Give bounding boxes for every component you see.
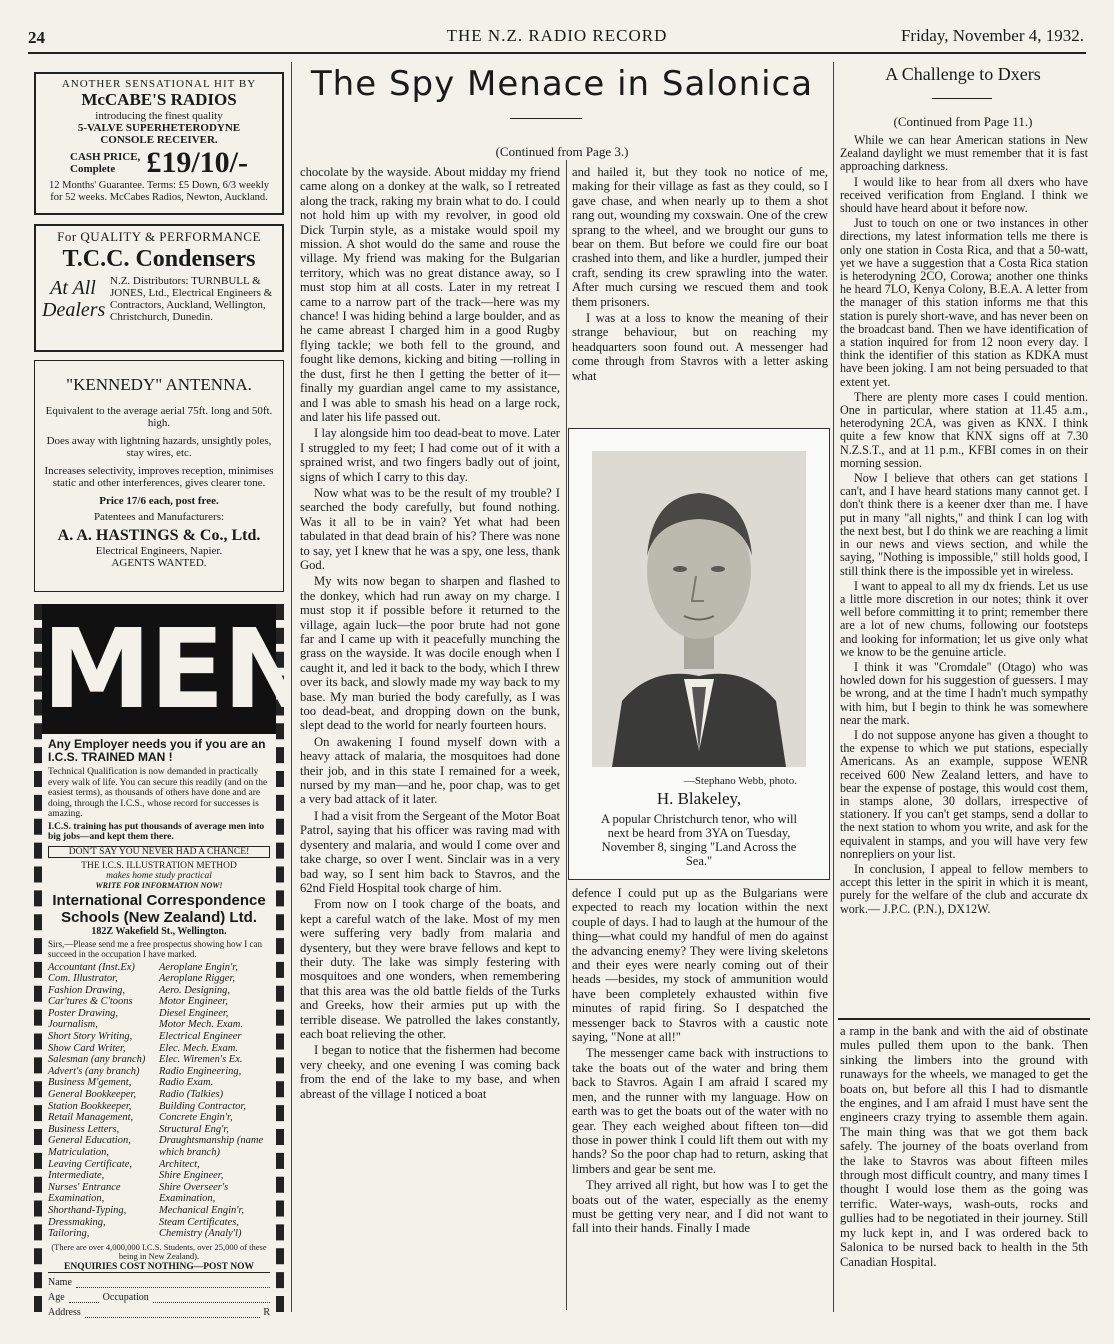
mccabe-complete: Complete xyxy=(70,163,116,175)
paragraph: The messenger came back with instructions to take the boats out of the water and bring them back to Stavros. Again I am afraid I scared my men, and the runner with my language. How on earth was to get the boats out of the water with no gear. They each weighed about fifteen ton—did those in power think I could lift them out with my hands? So the poor chap had to return, asking that limbers and gear be sent me. xyxy=(572,1046,828,1176)
course-option[interactable]: Aeroplane Engin'r, xyxy=(159,961,238,973)
course-option[interactable]: Draughtsmanship (name which branch) xyxy=(159,1135,264,1158)
ics-ad xyxy=(34,604,313,1318)
course-option[interactable]: Dressmaking, xyxy=(48,1216,106,1228)
ics-write: WRITE FOR INFORMATION NOW! xyxy=(95,880,223,890)
photo-caption: A popular Christchurch tenor, who will next be heard from 3YA on Tuesday, November 8, singing "Land Across the Sea." xyxy=(601,812,797,868)
kennedy-agents: AGENTS WANTED. xyxy=(111,557,207,569)
paragraph: I had a visit from the Sergeant of the Motor Boat Patrol, saying that his officer was raving mad with dysentery and malaria, and would I come over and take charge, so over I went. Sinclair was in a very bad way, so I sent him back to Stavros, and the 62nd Field Hospital took charge of him. xyxy=(300,808,560,895)
portrait-photo xyxy=(592,451,806,767)
paragraph: I lay alongside him too dead-beat to move. Later I struggled to my feet; I had come out of it with a sprained wrist, and two fingers badly out of joint, signs of which I carry to this day. xyxy=(300,426,560,484)
paragraph: and hailed it, but they took no notice of me, making for their village as fast as they could, so I gave chase, and when nearly up to them a shot rang out, wounding my coxswain. One of the crew sprang to the wheel, and we brought our guns to bear on them. But before we could fire our boat crashed into them, and like a hurdler, jumped their craft, sending its crew sprawling into the water. After much cursing we rescued them and took them prisoners. xyxy=(572,165,828,309)
course-option[interactable]: Motor Mech. Exam. xyxy=(159,1019,243,1031)
paragraph: I want to appeal to all my dx friends. Let us use a little more discretion in our notes; think it over well before committing it to print; remember there are a lot of new chums, following our footsteps and looking for information; let us give only what we know to be the genuine article. xyxy=(840,578,1088,659)
paragraph: I would like to hear from all dxers who have received verification from England. I think we should have heard about it before now. xyxy=(840,174,1088,216)
paragraph: My wits now began to sharpen and flashed to the donkey, which had run away on my charge. I must stop it if possible before it returned to the village, again luck—the poor brute had not gone far and I came up with it peacefully munching the grass on the wayside. It was docile enough when I caught it, and led it back to the body, which I threw over its back, and slowly made my way back to my base. My man buried the body carefully, as I was too dead-beat, and dropping down on the bunk, slept dead to the world for nearly fourteen hours. xyxy=(300,574,560,733)
paragraph: Now I believe that others can get stations I can't, and I have heard stations many cannot get. I don't think there is a keener dxer than me. I have put in many "all nights," and think I can log with the next best, but I do think we are reaching a limit in our news and views section, and while the saying, "Nothing is impossible," still holds good, I still think there is the impossible yet in wireless. xyxy=(840,471,1088,578)
column-rule-2 xyxy=(566,160,567,1310)
mccabe-line3: CONSOLE RECEIVER. xyxy=(100,134,218,146)
course-option[interactable]: Aeroplane Rigger, xyxy=(159,973,236,985)
column-rule-3 xyxy=(833,62,834,1312)
tcc-dealers: Dealers xyxy=(42,299,106,321)
course-option[interactable]: Shire Overseer's Examination, xyxy=(159,1181,229,1205)
course-option[interactable]: Shire Engineer, xyxy=(159,1170,224,1182)
ics-address: 182Z Wakefield St., Wellington. xyxy=(91,925,227,937)
kennedy-ad xyxy=(34,360,284,592)
article-continued: (Continued from Page 3.) xyxy=(495,144,629,159)
paragraph: There are plenty more cases I could mention. One in particular, where station at 11.45 a.m., heterodyning 2CA, was given as KNX. I think quite a few know that KNX signs off at 7.30 N.Z.S.T., and at 11 p.m., KFBI comes in on their morning session. xyxy=(840,389,1088,470)
course-option[interactable]: Elec. Mech. Exam. xyxy=(159,1042,239,1054)
mccabe-line2: 5-VALVE SUPERHETERODYNE xyxy=(77,122,241,134)
photo-box xyxy=(568,428,830,880)
ics-course-list xyxy=(48,962,270,1240)
dx-column xyxy=(840,134,1088,1014)
ics-courses-right xyxy=(159,962,270,1240)
ics-enquiries: ENQUIRIES COST NOTHING—POST NOW xyxy=(48,1262,270,1273)
portrait-icon xyxy=(592,451,806,767)
kennedy-p3: Increases selectivity, improves reception, minimises static and other interferences, gives clearer tone. xyxy=(44,465,274,489)
paragraph: Just to touch on one or two instances in other directions, my latest information tells me there is only one station in Costa Rica, and that a 50-watt, yet we have a suggestion that a Costa Rica station is heterodyning 2CO, Corowa; another one thinks he heard 7LO, Kenya Colony, B.E.A. A letter from the manager of this station informs me that this station is purely short-wave, and has never been on the broadcast band. Then we have identification of a station inquired for from 12 noon every day. I think the identifier of this station as KDKA must have been joking. I am not being persuaded to that extent yet. xyxy=(840,216,1088,389)
dx-title: A Challenge to Dxers xyxy=(885,64,1041,84)
ics-r-mark: R xyxy=(263,1306,270,1318)
ics-address-label: Address xyxy=(48,1306,81,1318)
course-option[interactable]: Radio Exam. xyxy=(159,1077,214,1089)
course-option[interactable]: Intermediate, xyxy=(48,1170,105,1182)
tcc-distributors: N.Z. Distributors: TURNBULL & JONES, Ltd., Electrical Engineers & Contractors, Auckland, Wellington, Christchurch, Dunedin. xyxy=(110,275,273,323)
course-option[interactable]: Advert's (any branch) xyxy=(48,1065,140,1077)
course-option[interactable]: Motor Engineer, xyxy=(159,996,228,1008)
article-title: The Spy Menace in Salonica xyxy=(310,64,814,104)
paragraph: defence I could put up as the Bulgarians were expected to reach my location within the next couple of days. I had to laugh at the humour of the thing—what could my handful of men do against the advancing enemy? They were living skeletons and their eyes were nearly coming out of their heads —besides, my stock of ammunition would have been completely exhausted within five minutes of rapid firing. So I despatched the messenger back to Stavros with a caustic note saying, "None at all!" xyxy=(572,886,828,1045)
ics-school: International Correspondence Schools (New Zealand) Ltd. xyxy=(52,891,266,926)
course-option[interactable]: Chemistry (Analy'l) xyxy=(159,1228,242,1240)
paragraph: On awakening I found myself down with a heavy attack of malaria, the mosquitoes had done their job, and in this state I remained for a week, nursed by my man—and he, poor chap, was to get a very bad attack of it later. xyxy=(300,734,560,807)
ics-tagline: DON'T SAY YOU NEVER HAD A CHANCE! xyxy=(48,846,270,858)
ics-headline: Any Employer needs you if you are an I.C.S. TRAINED MAN ! xyxy=(48,737,266,764)
course-option[interactable]: Radio Engineering, xyxy=(159,1065,242,1077)
mccabe-line1: introducing the finest quality xyxy=(95,110,223,122)
ics-address-field[interactable] xyxy=(48,1307,270,1318)
ics-request: Sirs,—Please send me a free prospectus showing how I can succeed in the occupation I have marked. xyxy=(48,938,262,959)
mccabe-lead: ANOTHER SENSATIONAL HIT BY xyxy=(61,78,257,90)
paragraph: I think it was "Cromdale" (Otago) who was howled down for his suggestion of guessers. I may be wrong, and at the time I hadn't much sympathy with him, but I begin to think he was somewhere near the mark. xyxy=(840,659,1088,727)
course-option[interactable]: Salesman (any branch) xyxy=(48,1054,146,1066)
course-option[interactable]: Business M'gement, xyxy=(48,1077,132,1089)
ics-name-label: Name xyxy=(48,1276,72,1288)
course-option[interactable]: Retail Management, xyxy=(48,1112,134,1124)
paragraph: chocolate by the wayside. About midday my friend came along on a donkey at the walk, so I retreated along the track, raking my brain what to do. I could not hold him up with my revolver, in good old Dick Turpin style, as a mistake would spoil my mission. A shot would do the same and rouse the village. My friend was making for the Bulgarian territory, which was no great distance away, so I must stop him at all costs. Later in my retreat I came to a narrow part of the track—here was my chance! I was hiding behind a large boulder, and as he came abreast I charged him in a good Rugby flying tackle; we both fell to the ground, and fought like demons, kicking and biting —rolling in the dust, first he then I getting the better of it—finally my guardian angel came to my assistance, and I was able to smash his head on a large rock, and later his life passed out. xyxy=(300,165,560,424)
header-rule xyxy=(28,52,1086,54)
title-rule xyxy=(510,118,582,119)
mccabe-terms: 12 Months' Guarantee. Terms: £5 Down, 6/3 weekly for 52 weeks. McCabes Radios, Newton, Auckland. xyxy=(49,180,269,203)
course-option[interactable]: Mechanical Engin'r, xyxy=(159,1204,245,1216)
course-option[interactable]: Shorthand-Typing, xyxy=(48,1204,127,1216)
mccabe-cash: CASH PRICE, xyxy=(70,151,141,163)
kennedy-p2: Does away with lightning hazards, unsightly poles, stay wires, etc. xyxy=(46,435,272,459)
article-column-3-bottom xyxy=(840,1024,1088,1314)
mccabe-name: McCABE'S RADIOS xyxy=(81,90,237,109)
course-option[interactable]: Accountant (Inst.Ex) xyxy=(48,961,135,973)
course-option[interactable]: General Education, xyxy=(48,1135,131,1147)
ics-para2: I.C.S. training has put thousands of average men into big jobs—and kept them there. xyxy=(48,821,265,842)
course-option[interactable]: Station Bookkeeper, xyxy=(48,1100,132,1112)
column-rule-1 xyxy=(291,62,292,1312)
article-column-1 xyxy=(300,165,560,1315)
ics-occupation-label: Occupation xyxy=(102,1291,149,1303)
course-option[interactable]: Tailoring, xyxy=(48,1228,90,1240)
kennedy-price: Price 17/6 each, post free. xyxy=(99,495,219,507)
course-option[interactable]: Car'tures & C'toons xyxy=(48,996,133,1008)
mccabe-ad xyxy=(34,72,284,215)
paragraph: In conclusion, I appeal to fellow members to accept this letter in the spirit in which it is meant, purely for the welfare of the club and accurate dx work.— J.P.C. (P.N.), DX12W. xyxy=(840,861,1088,916)
course-option[interactable]: Electrical Engineer xyxy=(159,1031,242,1043)
course-option[interactable]: Short Story Writing, xyxy=(48,1031,133,1043)
kennedy-maker: A. A. HASTINGS & Co., Ltd. xyxy=(57,527,261,544)
paragraph: I do not suppose anyone has given a thought to the expense to which we put stations, especially Americans. As an example, suppose WENR received 600 New Zealand letters, and have to bear the expense of postage, this would cost them, in stamps alone, 30 dollars, irrespective of stationery. If you can't get stamps, send a dollar to the next station to whom you write, and ask for the equivalent in stamps, and you will have very few nonrepliers on your list. xyxy=(840,727,1088,861)
course-option[interactable]: Steam Certificates, xyxy=(159,1216,239,1228)
ics-age-field[interactable] xyxy=(48,1292,270,1303)
kennedy-p1: Equivalent to the average aerial 75ft. long and 50ft. high. xyxy=(45,405,273,429)
course-option[interactable]: Journalism, xyxy=(48,1019,98,1031)
course-option[interactable]: Elec. Wiremen's Ex. xyxy=(159,1054,243,1066)
paragraph: From now on I took charge of the boats, and kept a careful watch of the lake. Most of my men were suffering very badly from malaria and dysentery, but they were brave fellows and kept to their duty. The lake was simply festering with mosquitoes and one wonders, when remembering that this area was the old battle fields of the Turks and Greeks, how their armies put up with the terrible disease. We patrolled the lakes constantly, each boat relieving the other. xyxy=(300,897,560,1041)
article-column-2-bottom xyxy=(572,886,828,1316)
ics-courses-left xyxy=(48,962,159,1240)
paragraph: a ramp in the bank and with the aid of obstinate mules pulled them upon to the bank. Then sinking the limbers into the ground with runaways for the wheels, we managed to get the boats on, but before all this I had to dismantle the engines, and I am afraid I must have sent the engineers crazy trying to assemble them again. The main thing was that we got them back safely. The journey of the boats overland from the lake to Stavros was about fifteen miles through most difficult country, and many times I thought I would lose them as the going was terrific. Water-ways, wash-outs, rocks and gullies had to be negotiated in their journey. Still my luck kept in, and I was ordered back to Salonica to be nursed back to health in the 5th Canadian Hospital. xyxy=(840,1024,1088,1269)
dx-continued: (Continued from Page 11.) xyxy=(893,114,1033,129)
kennedy-patentees: Patentees and Manufacturers: xyxy=(93,511,225,523)
ics-banner: MEN xyxy=(42,605,313,733)
ics-note: (There are over 4,000,000 I.C.S. Students, over 25,000 of these being in New Zealand). xyxy=(51,1241,267,1262)
dx-end-rule xyxy=(838,1018,1090,1020)
kennedy-name: "KENNEDY" ANTENNA. xyxy=(66,375,252,394)
course-option[interactable]: Nurses' Entrance Examination, xyxy=(48,1181,121,1205)
ics-method-sub: makes home study practical xyxy=(106,870,212,881)
course-option[interactable]: Show Card Writer, xyxy=(48,1042,126,1054)
ics-age-label: Age xyxy=(48,1291,65,1303)
paragraph: While we can hear American stations in New Zealand daylight we must remember that it is fast approaching darkness. xyxy=(840,134,1088,174)
course-option[interactable]: Diesel Engineer, xyxy=(159,1007,229,1019)
ics-method: THE I.C.S. ILLUSTRATION METHOD xyxy=(81,860,237,871)
course-option[interactable]: General Bookkeeper, xyxy=(48,1089,137,1101)
ics-name-field[interactable] xyxy=(48,1277,270,1288)
course-option[interactable]: Structural Eng'r, xyxy=(159,1123,229,1135)
tcc-at-all: At All xyxy=(50,277,96,299)
paragraph: I was at a loss to know the meaning of their strange behaviour, but on reaching my headquarters soon found out. A messenger had come through from Stavros with a letter asking what xyxy=(572,311,828,383)
page-number: 24 xyxy=(28,28,45,47)
kennedy-maker-sub: Electrical Engineers, Napier. xyxy=(95,545,223,557)
photo-credit: —Stephano Webb, photo. xyxy=(683,775,797,787)
course-option[interactable]: Architect, xyxy=(159,1158,200,1170)
tcc-lead: For QUALITY & PERFORMANCE xyxy=(57,229,261,244)
photo-name: H. Blakeley, xyxy=(656,789,742,808)
dx-title-rule xyxy=(932,98,992,99)
tcc-ad xyxy=(34,224,284,352)
paragraph: They arrived all right, but how was I to get the boats out of the water, especially as the enemy must be getting very near, and I did not want to fall into their hands. Finally I made xyxy=(572,1178,828,1236)
course-option[interactable]: Aero. Designing, xyxy=(159,984,231,996)
mccabe-price: £19/10/- xyxy=(146,146,248,179)
course-option[interactable]: Com. Illustrator, xyxy=(48,973,118,985)
paragraph: Now what was to be the result of my trouble? I searched the body carefully, but found nothing. Was it all to be in vain? Yet what had been tabulated in that dead brain of his? There was none to say, yet I knew that he was a spy, one less, thank God. xyxy=(300,485,560,572)
article-column-2-top xyxy=(572,165,828,415)
course-option[interactable]: Poster Drawing, xyxy=(48,1007,119,1019)
paragraph: I began to notice that the fishermen had become very cheeky, and one evening I was coming back from the end of the lake to my base, and when abreast of the village I noticed a boat xyxy=(300,1043,560,1101)
course-option[interactable]: Building Contractor, xyxy=(159,1100,246,1112)
issue-date: Friday, November 4, 1932. xyxy=(900,26,1084,45)
course-option[interactable]: Concrete Engin'r, xyxy=(159,1112,233,1124)
course-option[interactable]: Fashion Drawing, xyxy=(48,984,126,996)
course-option[interactable]: Matriculation, xyxy=(48,1147,109,1158)
course-option[interactable]: Business Letters, xyxy=(48,1123,120,1135)
ics-para1: Technical Qualification is now demanded in practically every walk of life. You can secure this readily (and on the easiest terms), as thousands of others have done and are doing, through the I.C.S., whose record for successes is amazing. xyxy=(48,767,268,819)
tcc-name: T.C.C. Condensers xyxy=(62,246,256,272)
course-option[interactable]: Radio (Talkies) xyxy=(159,1089,224,1101)
paper-title: THE N.Z. RADIO RECORD xyxy=(446,26,668,45)
course-option[interactable]: Leaving Certificate, xyxy=(48,1158,132,1170)
